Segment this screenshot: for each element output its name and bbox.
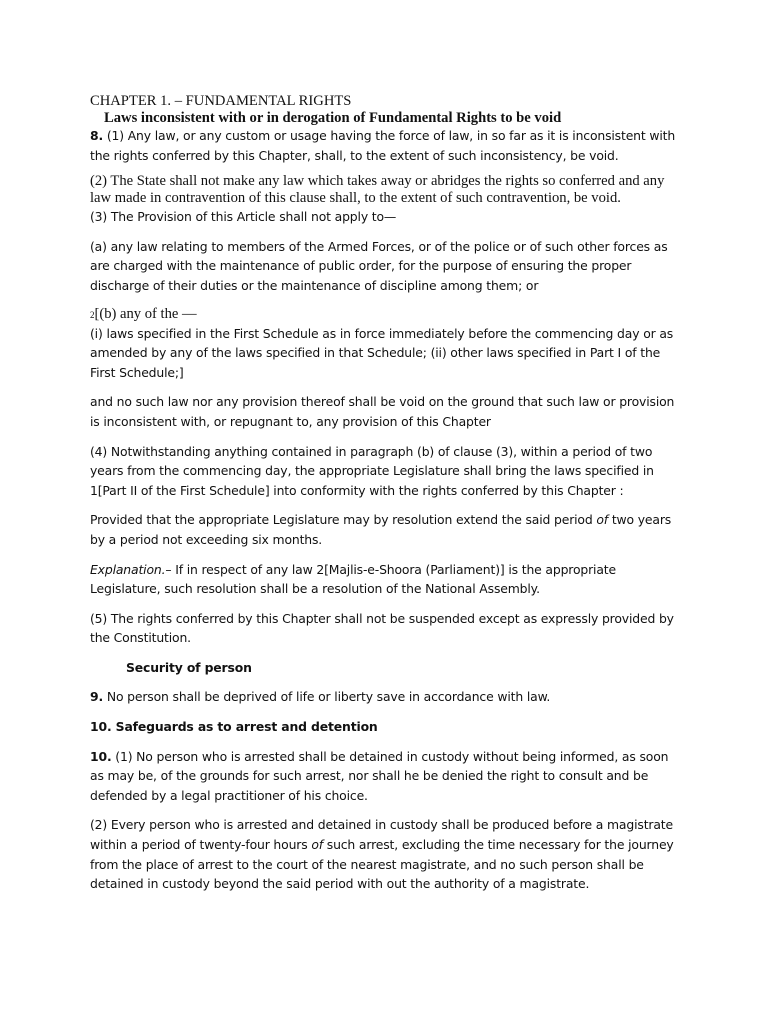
- proviso-after: two years by a period not exceeding six months.: [90, 512, 672, 547]
- article-8-clause-4: (4) Notwithstanding anything contained in paragraph (b) of clause (3), within a period of two years from the commencing day, the appropriate Legislature shall bring the laws specified in 1[Part II of the First Schedule] into conformity with the rights conferred by this Chapter :: [90, 443, 654, 498]
- article-8-clause-3-tail: and no such law nor any provision thereof shall be void on the ground that such law or provision is inconsistent with, or repugnant to, any provision of this Chapter: [90, 394, 675, 429]
- clause-3b-intro-text: [(b) any of the —: [94, 305, 197, 322]
- article-8-clause-1: [90, 126, 680, 165]
- article-10-clause-2-before: (2) Every person who is arrested and detained in custody shall be produced before a magistrate within a period of twenty-four hours: [90, 817, 673, 853]
- proviso-before: Provided that the appropriate Legislature may by resolution extend the said period: [90, 512, 597, 528]
- article-8-title: Laws inconsistent with or in derogation of Fundamental Rights to be void: [104, 110, 562, 126]
- article-8-clause-1-text: (1) Any law, or any custom or usage having the force of law, in so far as it is inconsistent with the rights conferred by this Chapter, shall, to the extent of such inconsistency, be void.: [90, 128, 676, 163]
- article-8-proviso: [90, 510, 680, 549]
- explanation-text: If in respect of any law 2[Majlis-e-Shoora (Parliament)] is the appropriate Legislature, such resolution shall be a resolution of the National Assembly.: [90, 561, 616, 597]
- article-9-heading: Security of person: [126, 659, 252, 675]
- explanation-label: Explanation.–: [90, 561, 172, 577]
- article-10-clause-2-after: such arrest, excluding the time necessary for the journey from the place of arrest to the court of the nearest magistrate, and no such person shall be detained in custody beyond the said period with out the authority of a magistrate.: [90, 837, 674, 892]
- article-10-heading: 10. Safeguards as to arrest and detention: [90, 719, 378, 735]
- article-8-clause-3b-items: (i) laws specified in the First Schedule as in force immediately before the commencing day or as amended by any of the laws specified in that Schedule; (ii) other laws specified in Part I of the First Schedule;]: [90, 325, 674, 380]
- article-8-clause-2: (2) The State shall not make any law which takes away or abridges the rights so conferred and any law made in contravention of this clause shall, to the extent of such contravention, be void.: [90, 173, 665, 207]
- article-9-text: [90, 687, 680, 707]
- article-8-clause-3a: (a) any law relating to members of the Armed Forces, or of the police or of such other forces as are charged with the maintenance of public order, for the purpose of ensuring the proper discharge of their duties or the maintenance of discipline among them; or: [90, 238, 668, 293]
- article-8-explanation: [90, 560, 680, 599]
- article-10-clause-1: [90, 747, 680, 806]
- article-10-clause-1-text: (1) No person who is arrested shall be detained in custody without being informed, as soon as may be, of the grounds for such arrest, nor shall he be denied the right to consult and be defended by a legal practitioner of his choice.: [90, 748, 669, 803]
- article-9-body: No person shall be deprived of life or liberty save in accordance with law.: [103, 689, 551, 705]
- proviso-of: of: [596, 512, 609, 528]
- footnote-marker: 2: [90, 309, 95, 320]
- article-8-clause-5: (5) The rights conferred by this Chapter shall not be suspended except as expressly provided by the Constitution.: [90, 610, 674, 646]
- document-page: [90, 92, 680, 894]
- article-8-number: 8.: [90, 128, 104, 143]
- article-10-clause-2-of: of: [311, 837, 323, 853]
- article-10-number: 10.: [90, 748, 112, 764]
- article-9-number: 9.: [90, 689, 104, 705]
- article-8-clause-3: (3) The Provision of this Article shall not apply to—: [90, 209, 397, 225]
- chapter-heading: CHAPTER 1. – FUNDAMENTAL RIGHTS: [90, 93, 352, 109]
- article-10-clause-2: [90, 815, 680, 893]
- article-8-clause-3b-intro: [90, 306, 680, 324]
